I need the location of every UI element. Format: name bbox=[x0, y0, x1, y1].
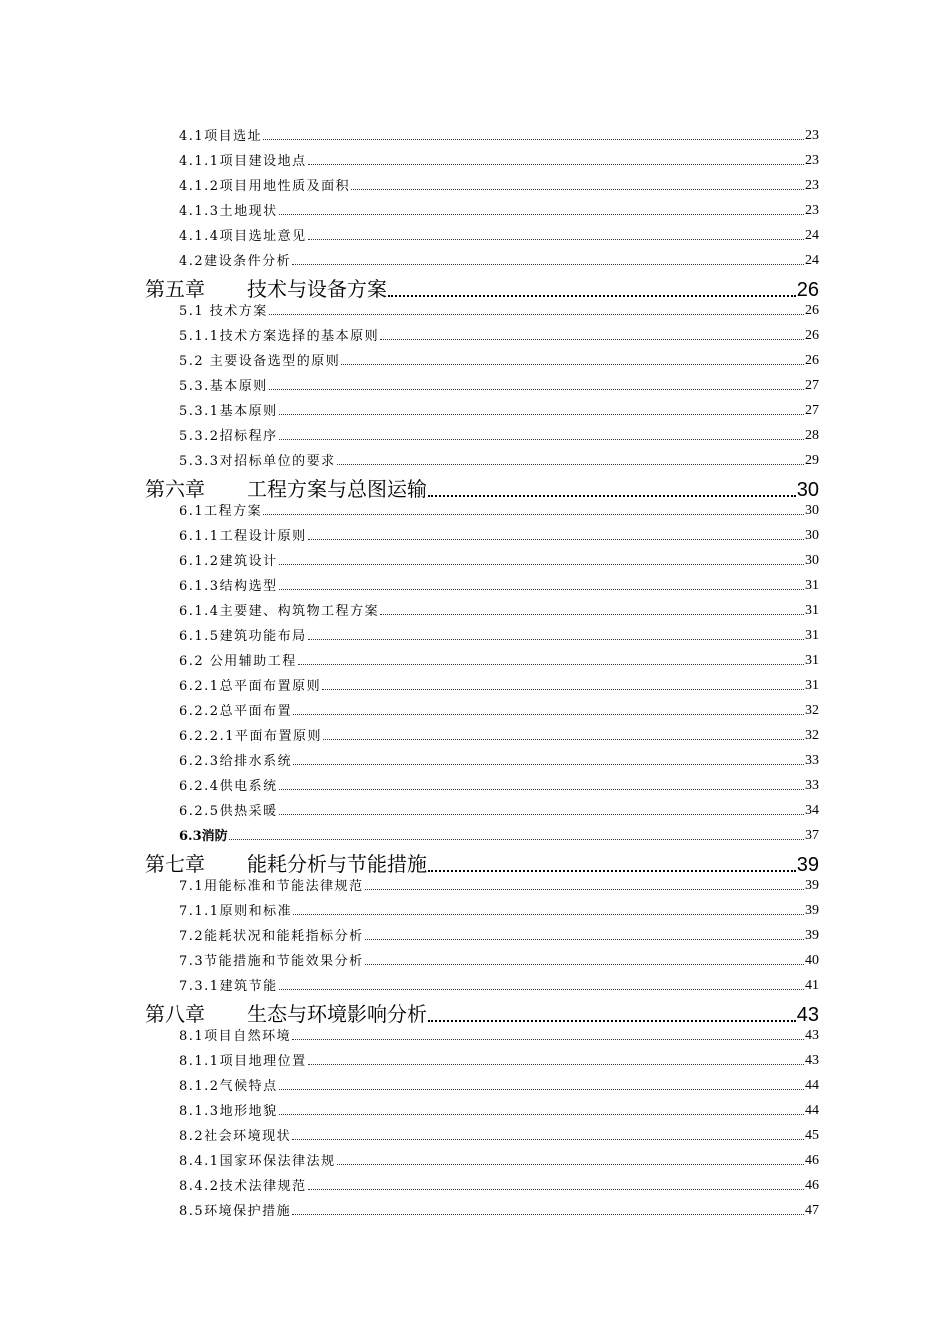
dot-leader bbox=[263, 514, 804, 515]
dot-leader bbox=[428, 495, 796, 497]
dot-leader bbox=[293, 914, 804, 915]
toc-entry[interactable] bbox=[0, 601, 950, 619]
toc-page-number: 34 bbox=[805, 803, 819, 818]
toc-entry-title: 6.1.5建筑功能布局 bbox=[179, 629, 307, 644]
toc-page-number: 26 bbox=[796, 279, 819, 301]
toc-entry[interactable] bbox=[0, 951, 950, 969]
dot-leader bbox=[308, 539, 804, 540]
toc-page-number: 37 bbox=[805, 828, 819, 843]
toc-chapter-name: 工程方案与总图运输 bbox=[247, 477, 427, 501]
toc-entry[interactable] bbox=[0, 426, 950, 444]
dot-leader bbox=[337, 464, 804, 465]
toc-page-number: 23 bbox=[805, 203, 819, 218]
toc-chapter-name: 能耗分析与节能措施 bbox=[247, 852, 427, 876]
toc-entry[interactable] bbox=[0, 301, 950, 319]
dot-leader bbox=[279, 439, 804, 440]
toc-entry-title: 6.1工程方案 bbox=[179, 504, 263, 519]
toc-entry-title: 5.2 主要设备选型的原则 bbox=[179, 354, 341, 369]
toc-entry-title: 6.2.3给排水系统 bbox=[179, 754, 293, 769]
toc-entry[interactable] bbox=[0, 1201, 950, 1219]
toc-entry[interactable] bbox=[0, 1026, 950, 1044]
toc-entry[interactable] bbox=[0, 451, 950, 469]
toc-entry-title: 8.4.1国家环保法律法规 bbox=[179, 1154, 336, 1169]
toc-chapter-title bbox=[145, 998, 427, 1027]
dot-leader bbox=[365, 889, 804, 890]
toc-entry[interactable] bbox=[0, 576, 950, 594]
toc-page-number: 32 bbox=[805, 703, 819, 718]
dot-leader bbox=[380, 339, 804, 340]
dot-leader bbox=[279, 989, 804, 990]
toc-entry[interactable] bbox=[0, 676, 950, 694]
dot-leader bbox=[279, 214, 804, 215]
toc-entry[interactable] bbox=[0, 1051, 950, 1069]
toc-entry-title: 7.1用能标准和节能法律规范 bbox=[179, 879, 364, 894]
toc-page-number: 39 bbox=[805, 903, 819, 918]
dot-leader bbox=[279, 814, 804, 815]
toc-page-number: 31 bbox=[805, 653, 819, 668]
toc-page-number: 31 bbox=[805, 628, 819, 643]
dot-leader bbox=[308, 164, 804, 165]
dot-leader bbox=[351, 189, 804, 190]
toc-page-number: 43 bbox=[796, 1004, 819, 1026]
toc-entry[interactable] bbox=[0, 251, 950, 269]
toc-entry[interactable] bbox=[0, 701, 950, 719]
toc-page-number: 32 bbox=[805, 728, 819, 743]
toc-entry[interactable] bbox=[0, 376, 950, 394]
toc-entry[interactable] bbox=[0, 501, 950, 519]
dot-leader bbox=[365, 964, 804, 965]
toc-entry-title: 4.1.1项目建设地点 bbox=[179, 154, 307, 169]
toc-chapter-title bbox=[145, 473, 427, 502]
toc-page-number: 33 bbox=[805, 778, 819, 793]
toc-entry[interactable] bbox=[0, 801, 950, 819]
toc-entry-title: 6.1.2建筑设计 bbox=[179, 554, 278, 569]
dot-leader bbox=[298, 664, 804, 665]
dot-leader bbox=[322, 689, 804, 690]
toc-page-number: 24 bbox=[805, 228, 819, 243]
toc-page-number: 39 bbox=[805, 878, 819, 893]
toc-page-number: 30 bbox=[796, 479, 819, 501]
toc-entry-title: 6.2.4供电系统 bbox=[179, 779, 278, 794]
toc-page-number: 33 bbox=[805, 753, 819, 768]
toc-entry[interactable] bbox=[0, 751, 950, 769]
toc-chapter-entry[interactable] bbox=[0, 1001, 950, 1027]
toc-entry[interactable] bbox=[0, 351, 950, 369]
toc-entry[interactable] bbox=[0, 226, 950, 244]
toc-entry-title: 4.1.3土地现状 bbox=[179, 204, 278, 219]
dot-leader bbox=[428, 1020, 796, 1022]
toc-chapter-entry[interactable] bbox=[0, 276, 950, 302]
toc-entry[interactable] bbox=[0, 326, 950, 344]
toc-chapter-name: 技术与设备方案 bbox=[247, 277, 387, 301]
toc-page-number: 31 bbox=[805, 678, 819, 693]
toc-entry[interactable] bbox=[0, 151, 950, 169]
toc-chapter-number: 第五章 bbox=[145, 277, 205, 301]
toc-entry-title: 7.3.1建筑节能 bbox=[179, 979, 278, 994]
toc-entry-title: 7.2能耗状况和能耗指标分析 bbox=[179, 929, 364, 944]
toc-entry[interactable] bbox=[0, 1126, 950, 1144]
dot-leader bbox=[308, 239, 804, 240]
toc-chapter-title bbox=[145, 848, 427, 877]
toc-entry-title: 5.3.3对招标单位的要求 bbox=[179, 454, 336, 469]
toc-entry[interactable] bbox=[0, 401, 950, 419]
dot-leader bbox=[292, 1214, 804, 1215]
toc-entry[interactable] bbox=[0, 976, 950, 994]
toc-entry-title: 8.1.3地形地貌 bbox=[179, 1104, 278, 1119]
toc-page-number: 39 bbox=[796, 854, 819, 876]
toc-entry[interactable] bbox=[0, 926, 950, 944]
toc-page-number: 29 bbox=[805, 453, 819, 468]
toc-page-number: 43 bbox=[805, 1028, 819, 1043]
toc-entry-title: 7.1.1原则和标准 bbox=[179, 904, 293, 919]
toc-page-number: 31 bbox=[805, 603, 819, 618]
toc-chapter-entry[interactable] bbox=[0, 851, 950, 877]
dot-leader bbox=[341, 364, 804, 365]
toc-entry[interactable] bbox=[0, 776, 950, 794]
dot-leader bbox=[269, 389, 804, 390]
toc-entry[interactable] bbox=[0, 126, 950, 144]
toc-entry-title: 5.3.基本原则 bbox=[179, 379, 268, 394]
toc-entry-title: 7.3节能措施和节能效果分析 bbox=[179, 954, 364, 969]
toc-entry-title: 6.2.2总平面布置 bbox=[179, 704, 293, 719]
dot-leader bbox=[292, 264, 804, 265]
toc-entry-title: 6.1.4主要建、构筑物工程方案 bbox=[179, 604, 380, 619]
toc-page-number: 26 bbox=[805, 353, 819, 368]
toc-entry-title: 6.1.3结构选型 bbox=[179, 579, 278, 594]
dot-leader bbox=[279, 564, 804, 565]
toc-entry-title: 6.3消防 bbox=[179, 829, 228, 844]
toc-page-number: 39 bbox=[805, 928, 819, 943]
dot-leader bbox=[279, 414, 804, 415]
dot-leader bbox=[337, 1164, 804, 1165]
toc-entry[interactable] bbox=[0, 1076, 950, 1094]
dot-leader bbox=[279, 589, 804, 590]
toc-entry-title: 8.1项目自然环境 bbox=[179, 1029, 292, 1044]
toc-page-number: 46 bbox=[805, 1178, 819, 1193]
toc-chapter-number: 第七章 bbox=[145, 852, 205, 876]
toc-page-number: 30 bbox=[805, 528, 819, 543]
toc-entry[interactable] bbox=[0, 826, 950, 844]
toc-chapter-title bbox=[145, 273, 387, 302]
toc-entry-title: 8.5环境保护措施 bbox=[179, 1204, 292, 1219]
toc-page-number: 26 bbox=[805, 303, 819, 318]
toc-entry[interactable] bbox=[0, 901, 950, 919]
dot-leader bbox=[308, 1189, 804, 1190]
toc-page-number: 27 bbox=[805, 403, 819, 418]
toc-entry-title: 6.1.1工程设计原则 bbox=[179, 529, 307, 544]
toc-entry-title: 8.2社会环境现状 bbox=[179, 1129, 292, 1144]
toc-page-number: 23 bbox=[805, 128, 819, 143]
dot-leader bbox=[229, 839, 804, 840]
dot-leader bbox=[365, 939, 804, 940]
toc-page-number: 31 bbox=[805, 578, 819, 593]
toc-entry-title: 8.1.2气候特点 bbox=[179, 1079, 278, 1094]
toc-page-number: 30 bbox=[805, 503, 819, 518]
dot-leader bbox=[308, 639, 804, 640]
dot-leader bbox=[279, 789, 804, 790]
toc-page-number: 30 bbox=[805, 553, 819, 568]
toc-page-number: 43 bbox=[805, 1053, 819, 1068]
toc-entry-title: 4.1项目选址 bbox=[179, 129, 263, 144]
toc-entry-title: 5.1.1技术方案选择的基本原则 bbox=[179, 329, 380, 344]
toc-page-number: 41 bbox=[805, 978, 819, 993]
toc-entry-title: 6.2.2.1平面布置原则 bbox=[179, 729, 322, 744]
dot-leader bbox=[292, 1039, 804, 1040]
toc-page-number: 40 bbox=[805, 953, 819, 968]
dot-leader bbox=[269, 314, 804, 315]
toc-entry[interactable] bbox=[0, 551, 950, 569]
toc-entry-title: 4.1.4项目选址意见 bbox=[179, 229, 307, 244]
toc-page-number: 23 bbox=[805, 153, 819, 168]
dot-leader bbox=[380, 614, 804, 615]
dot-leader bbox=[428, 870, 796, 872]
toc-entry-title: 5.3.2招标程序 bbox=[179, 429, 278, 444]
toc-entry[interactable] bbox=[0, 1151, 950, 1169]
toc-page-number: 26 bbox=[805, 328, 819, 343]
toc-entry[interactable] bbox=[0, 1176, 950, 1194]
toc-page-number: 23 bbox=[805, 178, 819, 193]
toc-entry-title: 6.2 公用辅助工程 bbox=[179, 654, 297, 669]
dot-leader bbox=[388, 295, 796, 297]
toc-entry[interactable] bbox=[0, 201, 950, 219]
dot-leader bbox=[323, 739, 804, 740]
dot-leader bbox=[292, 1139, 804, 1140]
dot-leader bbox=[279, 1114, 804, 1115]
toc-entry[interactable] bbox=[0, 876, 950, 894]
toc-page-number: 27 bbox=[805, 378, 819, 393]
toc-chapter-entry[interactable] bbox=[0, 476, 950, 502]
toc-chapter-number: 第八章 bbox=[145, 1002, 205, 1026]
toc-page-number: 28 bbox=[805, 428, 819, 443]
toc-entry[interactable] bbox=[0, 526, 950, 544]
toc-chapter-name: 生态与环境影响分析 bbox=[247, 1002, 427, 1026]
toc-page-number: 24 bbox=[805, 253, 819, 268]
toc-entry-title: 5.3.1基本原则 bbox=[179, 404, 278, 419]
toc-page-number: 45 bbox=[805, 1128, 819, 1143]
toc-entry[interactable] bbox=[0, 176, 950, 194]
dot-leader bbox=[293, 714, 804, 715]
toc-entry-title: 8.1.1项目地理位置 bbox=[179, 1054, 307, 1069]
toc-entry-title: 4.2建设条件分析 bbox=[179, 254, 292, 269]
toc-entry-title: 4.1.2项目用地性质及面积 bbox=[179, 179, 351, 194]
dot-leader bbox=[308, 1064, 804, 1065]
toc-entry-title: 5.1 技术方案 bbox=[179, 304, 268, 319]
dot-leader bbox=[263, 139, 804, 140]
toc-entry-title: 6.2.1总平面布置原则 bbox=[179, 679, 322, 694]
toc-entry[interactable] bbox=[0, 1101, 950, 1119]
toc-page-number: 44 bbox=[805, 1078, 819, 1093]
toc-page-number: 47 bbox=[805, 1203, 819, 1218]
toc-entry-title: 6.2.5供热采暖 bbox=[179, 804, 278, 819]
toc-entry[interactable] bbox=[0, 726, 950, 744]
toc-entry-title: 8.4.2技术法律规范 bbox=[179, 1179, 307, 1194]
toc-entry[interactable] bbox=[0, 651, 950, 669]
toc-chapter-number: 第六章 bbox=[145, 477, 205, 501]
dot-leader bbox=[279, 1089, 804, 1090]
dot-leader bbox=[293, 764, 804, 765]
toc-entry[interactable] bbox=[0, 626, 950, 644]
toc-page-number: 44 bbox=[805, 1103, 819, 1118]
toc-page-number: 46 bbox=[805, 1153, 819, 1168]
